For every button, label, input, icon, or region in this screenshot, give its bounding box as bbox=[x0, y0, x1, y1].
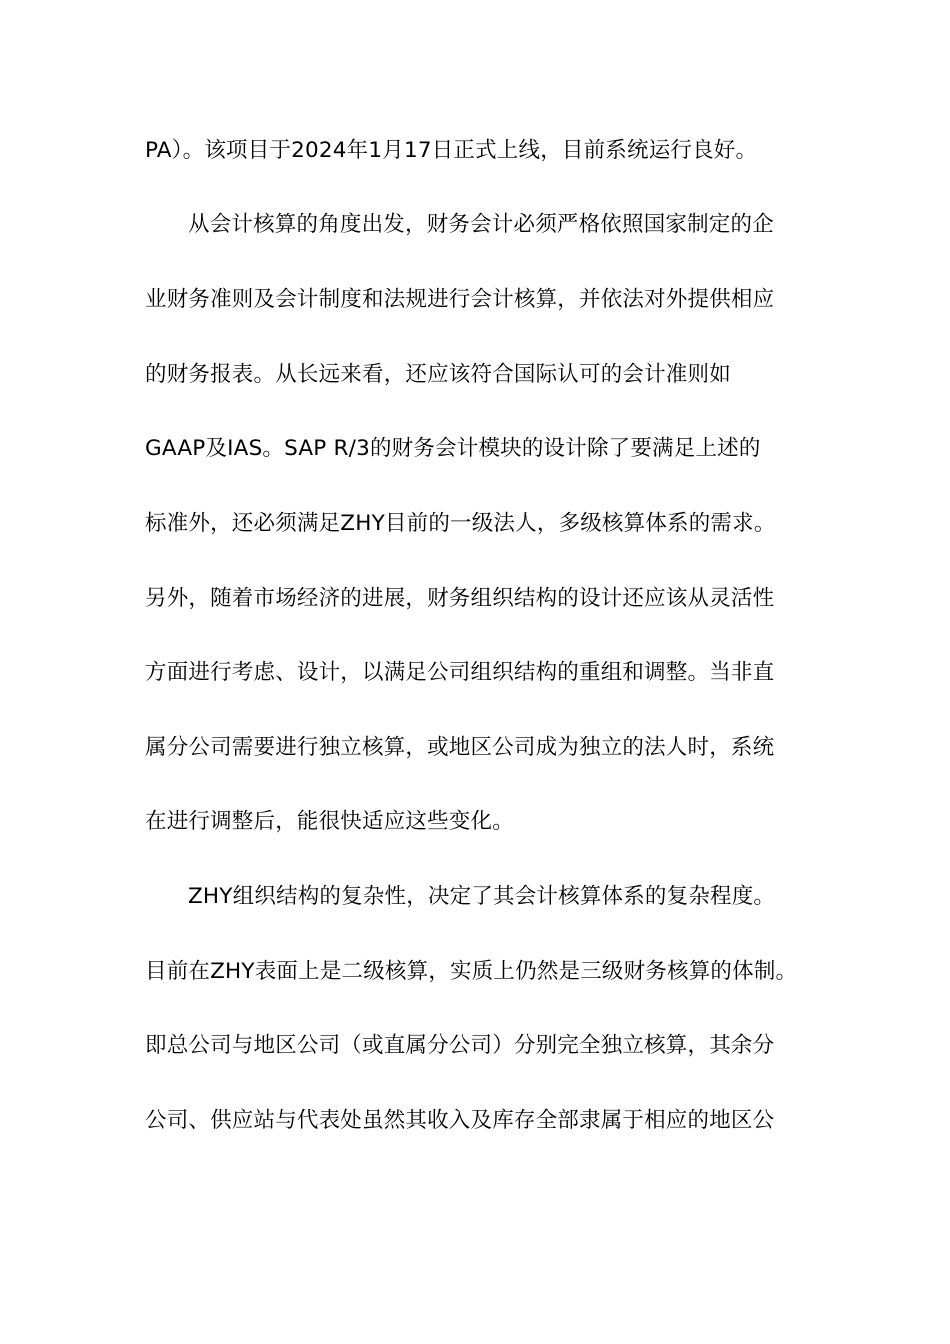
paragraph-2-line-9: 在进行调整后，能很快适应这些变化。 bbox=[145, 809, 514, 834]
paragraph-2-line-8: 属分公司需要进行独立核算，或地区公司成为独立的法人时，系统 bbox=[145, 735, 775, 760]
paragraph-3-line-4: 公司、供应站与代表处虽然其收入及库存全部隶属于相应的地区公 bbox=[145, 1108, 775, 1133]
paragraph-2-line-5: 标准外，还必须满足ZHY目前的一级法人，多级核算体系的需求。 bbox=[145, 511, 776, 536]
paragraph-2-line-3: 的财务报表。从长远来看，还应该符合国际认可的会计准则如 bbox=[145, 362, 731, 387]
paragraph-2-line-6: 另外，随着市场经济的进展，财务组织结构的设计还应该从灵活性 bbox=[145, 586, 775, 611]
paragraph-2-line-4: GAAP及IAS。SAP R/3的财务会计模块的设计除了要满足上述的 bbox=[145, 436, 761, 461]
paragraph-3-line-3: 即总公司与地区公司（或直属分公司）分别完全独立核算，其余分 bbox=[145, 1033, 775, 1058]
paragraph-3-line-1: ZHY组织结构的复杂性，决定了其会计核算体系的复杂程度。 bbox=[188, 884, 776, 909]
paragraph-2-line-7: 方面进行考虑、设计，以满足公司组织结构的重组和调整。当非直 bbox=[145, 660, 775, 685]
paragraph-2-line-1: 从会计核算的角度出发，财务会计必须严格依照国家制定的企 bbox=[188, 212, 774, 237]
text-line-1: PA）。该项目于2024年1月17日正式上线，目前系统运行良好。 bbox=[145, 138, 758, 163]
paragraph-3-line-2: 目前在ZHY表面上是二级核算，实质上仍然是三级财务核算的体制。 bbox=[145, 959, 798, 984]
paragraph-2-line-2: 业财务准则及会计制度和法规进行会计核算，并依法对外提供相应 bbox=[145, 287, 775, 312]
